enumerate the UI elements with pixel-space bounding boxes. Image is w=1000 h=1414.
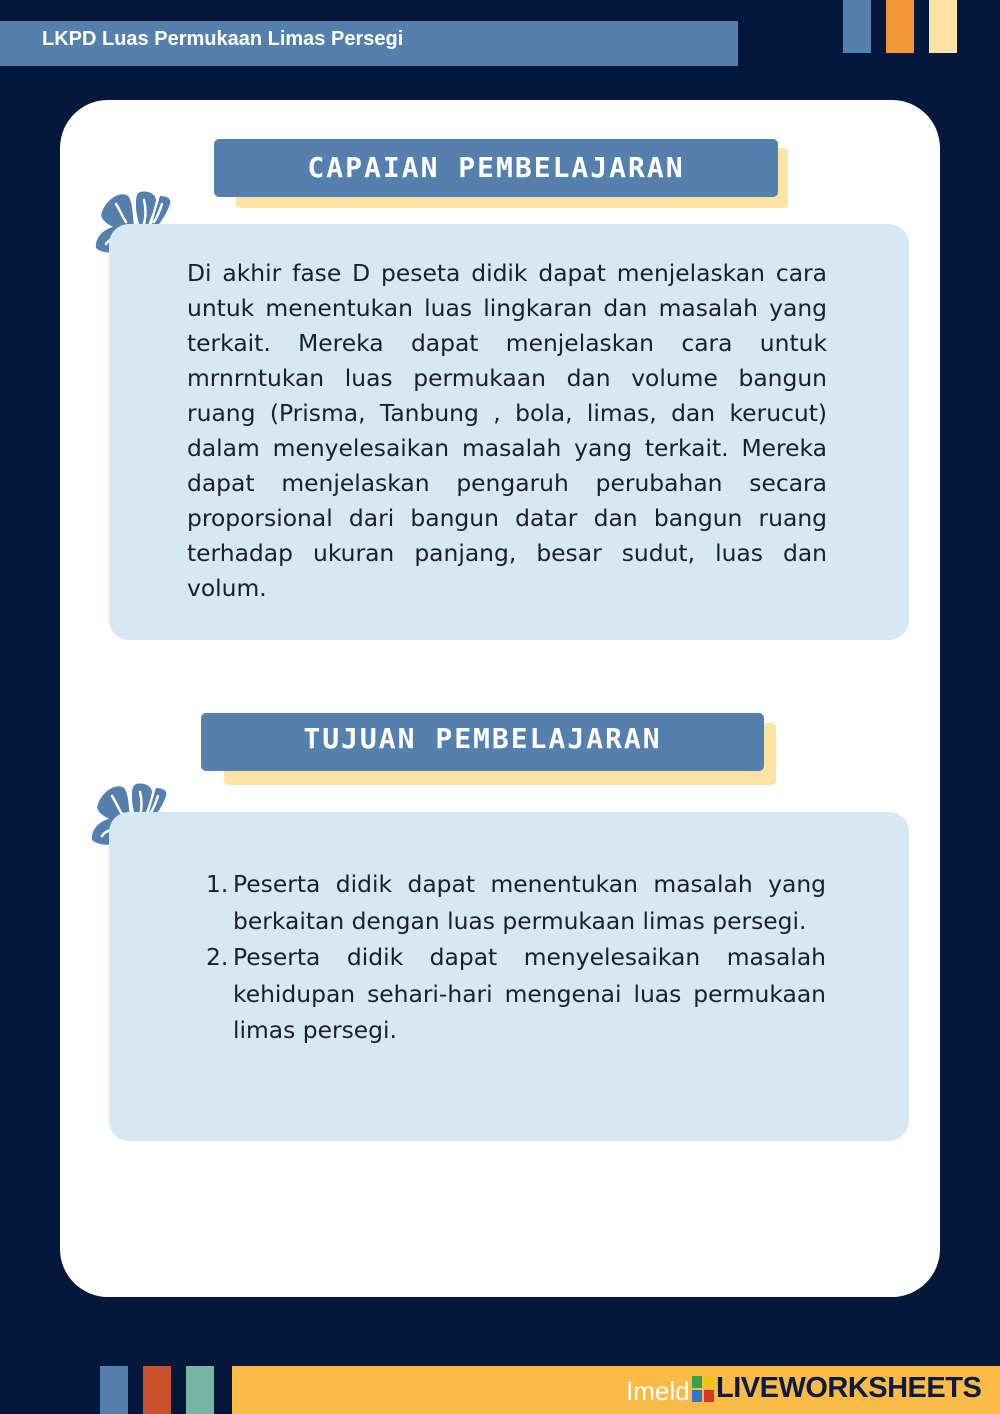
- top-stripe-blue: [843, 0, 871, 53]
- list-item: [188, 866, 826, 939]
- liveworksheets-brand[interactable]: LIVEWORKSHEETS: [716, 1372, 982, 1404]
- tp-goal-list: [188, 866, 826, 1049]
- cp-body-text: Di akhir fase D peseta didik dapat menjelaskan cara untuk menentukan luas lingkaran dan masalah yang terkait. Mereka dapat menjelaskan cara untuk mrnrntukan luas permukaan dan volume bangun ruang (Prisma, Tanbung , bola, limas, dan kerucut) dalam menyelesaikan masalah yang terkait. Mereka dapat menjelaskan pengaruh perubahan secara proporsional dari bangun datar dan bangun ruang terhadap ukuran panjang, besar sudut, luas dan volum.: [187, 259, 827, 602]
- list-item-number: 1.: [206, 870, 229, 898]
- top-stripe-orange: [886, 0, 914, 53]
- cp-heading: CAPAIAN PEMBELAJARAN: [214, 139, 778, 197]
- bottom-stripe-teal: [186, 1366, 214, 1414]
- bottom-stripe-blue: [100, 1366, 128, 1414]
- list-item-text: Peserta didik dapat menyelesaikan masalah kehidupan sehari-hari mengenai luas permukaan limas persegi.: [233, 943, 826, 1044]
- list-item-text: Peserta didik dapat menentukan masalah yang berkaitan dengan luas permukaan limas persegi.: [233, 870, 826, 935]
- footer-author: Imeld: [626, 1376, 690, 1406]
- document-title: LKPD Luas Permukaan Limas Persegi: [42, 28, 404, 50]
- liveworksheets-logo-icon: [692, 1376, 714, 1402]
- top-stripe-cream: [929, 0, 957, 53]
- list-item: [188, 939, 826, 1049]
- bottom-stripe-red: [143, 1366, 171, 1414]
- list-item-number: 2.: [206, 943, 229, 971]
- tp-goal-list-wrapper: [188, 866, 826, 1049]
- tp-heading: TUJUAN PEMBELAJARAN: [201, 713, 764, 771]
